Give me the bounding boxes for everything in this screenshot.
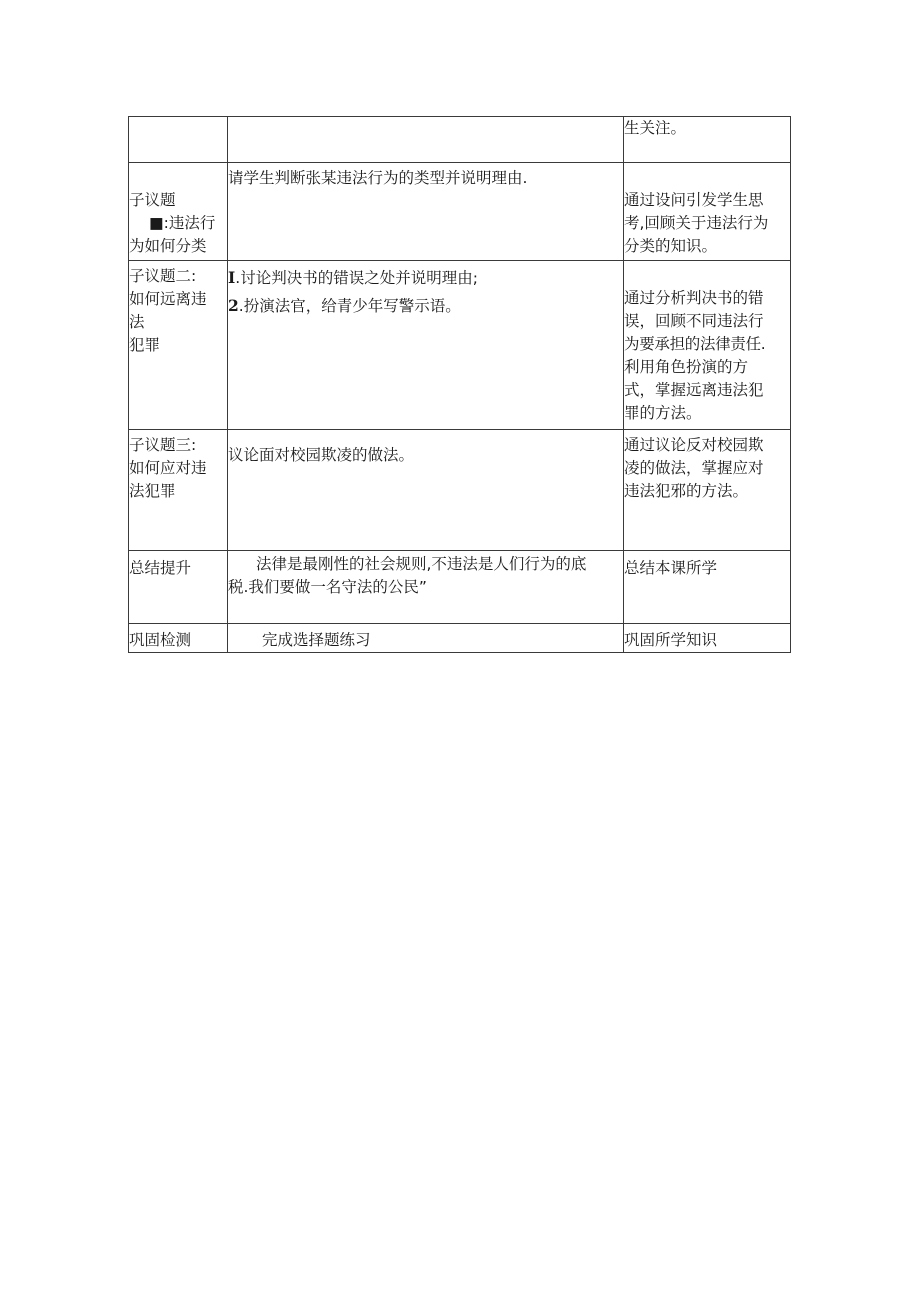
- purpose-cell: [624, 551, 791, 624]
- purpose-cell: [624, 163, 791, 261]
- topic-cell: [129, 261, 228, 430]
- purpose-line: 罪的方法。: [624, 404, 702, 422]
- activity-cell: [228, 624, 624, 653]
- activity-cell: [228, 163, 624, 261]
- purpose-line: 分类的知识。: [624, 237, 718, 255]
- table-row: [129, 261, 791, 430]
- activity-cell: [228, 430, 624, 551]
- lesson-plan-table: [128, 116, 791, 653]
- topic-cell: [129, 163, 228, 261]
- purpose-cell: [624, 624, 791, 653]
- purpose-line: 巩固所学知识: [624, 631, 718, 649]
- topic-line: 巩固检测: [129, 631, 192, 649]
- topic-line: 法犯罪: [129, 482, 176, 500]
- topic-line: 犯罪: [129, 336, 161, 354]
- table-row: [129, 551, 791, 624]
- purpose-line: 为要承担的法律责任.: [624, 335, 766, 353]
- activity-cell: [228, 261, 624, 430]
- topic-cell: [129, 551, 228, 624]
- topic-line: 如何远离违: [129, 290, 207, 308]
- purpose-line: 考,回顾关于违法行为: [624, 214, 769, 232]
- purpose-cell: [624, 430, 791, 551]
- topic-line: 为如何分类: [129, 237, 207, 255]
- activity-text: 完成选择题练习: [262, 631, 371, 649]
- topic-line: 子议题三:: [129, 436, 197, 454]
- purpose-line: 凌的做法，掌握应对: [624, 459, 764, 477]
- purpose-line: 利用角色扮演的方: [624, 358, 749, 376]
- topic-line: 子议题二:: [129, 267, 197, 285]
- activity-item: [228, 266, 623, 290]
- purpose-line: 生关注。: [624, 119, 687, 137]
- purpose-line: 式，掌握远离违法犯: [624, 381, 764, 399]
- purpose-cell: [624, 117, 791, 163]
- purpose-line: 违法犯邪的方法。: [624, 482, 749, 500]
- activity-item: [228, 294, 623, 318]
- table-row: [129, 624, 791, 653]
- item-number: 2: [228, 296, 239, 315]
- topic-line: 总结提升: [129, 559, 192, 577]
- topic-cell: [129, 624, 228, 653]
- item-text: .讨论判决书的错误之处并说明理由;: [235, 269, 478, 287]
- purpose-line: 通过设问引发学生思: [624, 191, 764, 209]
- purpose-line: 误，回顾不同违法行: [624, 312, 764, 330]
- activity-cell: [228, 551, 624, 624]
- activity-cell: [228, 117, 624, 163]
- topic-line: 子议题: [129, 191, 176, 209]
- activity-text: 议论面对校园欺凌的做法。: [228, 446, 415, 464]
- item-text: .扮演法官，给青少年写警示语。: [238, 297, 461, 315]
- activity-text: 请学生判断张某违法行为的类型并说明理由.: [228, 169, 528, 187]
- topic-line: 如何应对违: [129, 459, 207, 477]
- topic-cell: [129, 430, 228, 551]
- purpose-line: 总结本课所学: [624, 559, 718, 577]
- purpose-line: 通过议论反对校园欺: [624, 436, 764, 454]
- activity-text: 法律是最刚性的社会规则,不违法是人们行为的底: [256, 555, 587, 573]
- table-row: [129, 430, 791, 551]
- activity-text: 税.我们要做一名守法的公民”: [228, 578, 427, 596]
- topic-line: 法: [129, 313, 145, 331]
- item-number: I: [228, 268, 236, 287]
- purpose-line: 通过分析判决书的错: [624, 289, 764, 307]
- table-row: [129, 163, 791, 261]
- table-row: [129, 117, 791, 163]
- topic-line: ■:违法行: [149, 214, 216, 232]
- topic-cell: [129, 117, 228, 163]
- purpose-cell: [624, 261, 791, 430]
